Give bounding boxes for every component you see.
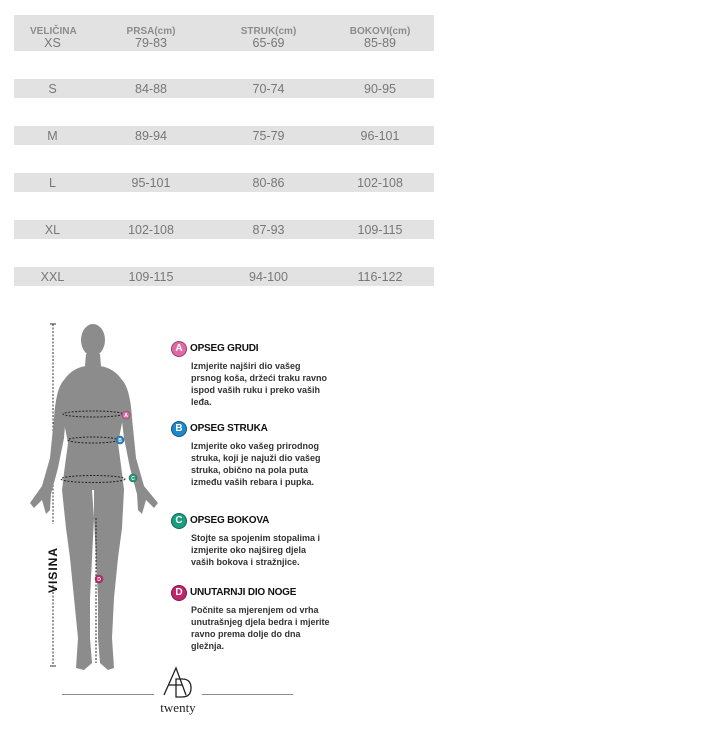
measurement-head [171,584,336,601]
header-size: VELIČINA [30,26,77,37]
cell-hips: 85-89 [364,35,396,50]
table-row [14,267,434,286]
cell-chest: 95-101 [131,175,171,190]
letter-badge-icon: D [171,585,187,601]
cell-hips: 109-115 [357,222,403,237]
measurement-description: Izmjerite oko vašeg prirodnog struka, koji je najuži dio vašeg struka, obično na pola puta između vaših rebara i pupka. [191,441,321,487]
measurement-head [171,512,336,529]
cell-size: L [49,175,56,190]
svg-text:D: D [97,577,101,583]
cell-size: XXL [40,269,65,284]
measurement-description: Stojte sa spojenim stopalima i izmjerite oko najšireg djela vaših bokova i stražnjice. [191,533,321,567]
svg-text:B: B [118,438,122,444]
cell-chest: 89-94 [135,128,167,143]
measurement-title: UNUTARNJI DIO NOGE [190,587,297,598]
cell-hips: 90-95 [364,81,396,96]
measurement-d [171,584,336,652]
measurement-title: OPSEG BOKOVA [190,515,270,526]
header-chest: PRSA(cm) [126,26,176,37]
cell-waist: 70-74 [252,81,285,96]
letter-badge-icon: A [171,341,187,357]
measurement-description: Izmjerite najširi dio vašeg prsnog koša, držeći traku ravno ispod vaših ruku i preko vaših leđa. [191,361,328,407]
cell-chest: 109-115 [128,269,174,284]
cell-hips: 116-122 [357,269,403,284]
table-row [14,173,434,192]
svg-text:C: C [131,476,135,482]
cell-size: M [47,128,58,143]
cell-hips: 96-101 [360,128,400,143]
brand-logo-monogram [160,665,196,705]
size-table [14,15,434,286]
cell-waist: 80-86 [252,175,285,190]
measurement-b [171,420,336,488]
header-waist: STRUK(cm) [240,26,297,37]
header-hips: BOKOVI(cm) [349,26,411,37]
cell-chest: 79-83 [135,35,167,50]
table-row [14,79,434,98]
cell-hips: 102-108 [357,175,403,190]
cell-chest: 84-88 [135,81,167,96]
cell-waist: 65-69 [252,35,285,50]
table-row [14,34,434,51]
marker-c [129,474,137,482]
measurement-description: Počnite sa mjerenjem od vrha unutrašnjeg djela bedra i mjerite ravno prema dolje do dna gležnja. [191,605,330,651]
measurement-head [171,340,336,357]
cell-size: S [48,81,57,96]
measurement-head [171,420,336,437]
letter-badge-icon: C [171,513,187,529]
measurement-title: OPSEG GRUDI [190,343,259,354]
logo-divider-left [62,694,154,695]
cell-size: XL [44,222,61,237]
cell-waist: 87-93 [252,222,285,237]
svg-text:A: A [124,413,128,419]
cell-waist: 94-100 [249,269,288,284]
measurement-title: OPSEG STRUKA [190,423,268,434]
measurement-a [171,340,336,408]
measurement-c [171,512,336,568]
height-label: VISINA [46,546,60,594]
marker-b [116,436,124,444]
brand-logo-text: twenty [160,700,196,715]
cell-waist: 75-79 [252,128,285,143]
cell-chest: 102-108 [128,222,174,237]
table-row [14,126,434,145]
logo-divider-right [202,694,293,695]
letter-badge-icon: B [171,421,187,437]
marker-a [122,411,130,419]
table-row [14,220,434,239]
marker-d [95,575,103,583]
body-silhouette [20,318,180,678]
cell-size: XS [44,35,61,50]
